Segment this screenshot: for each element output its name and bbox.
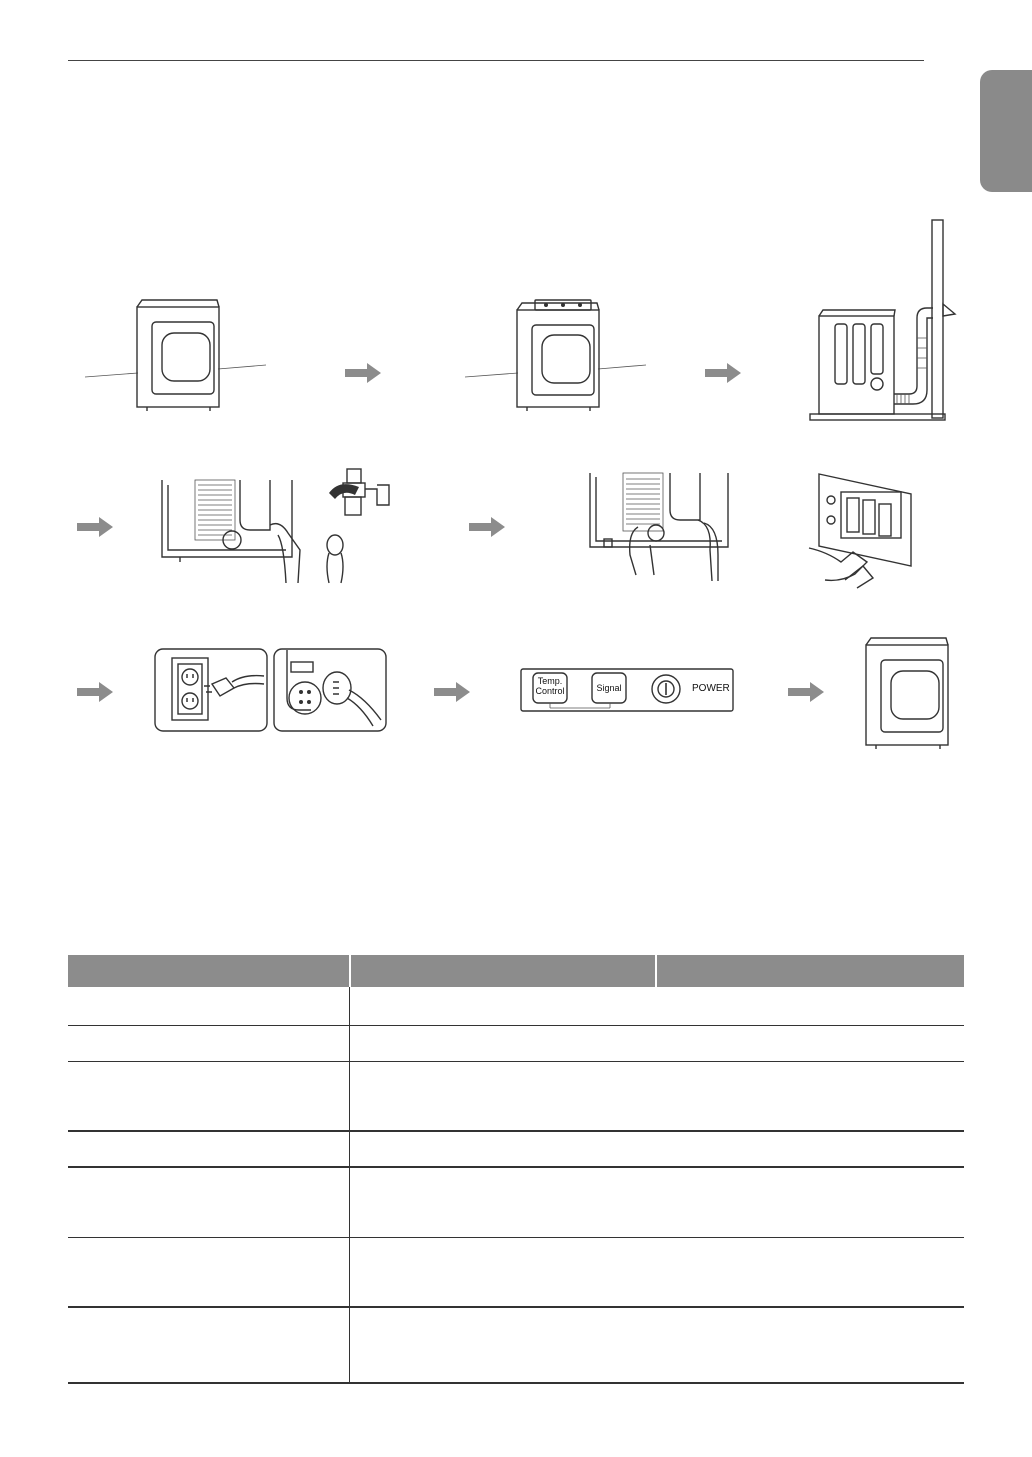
table-header-cell [68, 955, 350, 987]
table-header-cell [350, 955, 657, 987]
table-cell [68, 1167, 350, 1237]
table-row [68, 1167, 964, 1237]
table-row [68, 1307, 964, 1383]
table-cell [68, 987, 350, 1025]
step-arrow-icon [469, 517, 505, 537]
step-arrow-icon [77, 517, 113, 537]
table-cell [68, 1307, 350, 1383]
table-header-row [68, 955, 964, 987]
table-cell [350, 1237, 964, 1307]
wall-outlet-plug-icon [154, 648, 268, 732]
gas-connection-icon [160, 465, 310, 585]
header-rule [68, 60, 924, 61]
table-cell [68, 1061, 350, 1131]
table-cell [350, 1131, 964, 1167]
step-arrow-icon [77, 682, 113, 702]
spec-table [68, 955, 964, 1384]
table-row [68, 1237, 964, 1307]
temp-label-line2: Control [535, 686, 565, 696]
table-row [68, 1131, 964, 1167]
table-cell [68, 1237, 350, 1307]
table-row [68, 1061, 964, 1131]
gas-hose-connection-icon [588, 465, 738, 585]
table-cell [350, 987, 964, 1025]
table-cell [350, 1061, 964, 1131]
table-cell [350, 1307, 964, 1383]
step-arrow-icon [788, 682, 824, 702]
step-arrow-icon [345, 363, 381, 383]
water-hose-icon [315, 465, 395, 585]
signal-button-label: Signal [596, 683, 622, 693]
table-cell [68, 1131, 350, 1167]
terminal-block-icon [805, 470, 915, 590]
step-arrow-icon [434, 682, 470, 702]
temp-label-line1: Temp. [537, 676, 563, 686]
four-prong-receptacle-icon [273, 648, 387, 732]
table-row [68, 987, 964, 1025]
step-arrow-icon [705, 363, 741, 383]
language-side-tab [980, 70, 1032, 192]
power-label: POWER [692, 683, 730, 694]
dryer-finished-icon [862, 635, 954, 750]
table-cell [350, 1167, 964, 1237]
table-row [68, 1025, 964, 1061]
table-cell [350, 1025, 964, 1061]
dryer-front-icon [80, 295, 270, 420]
dryer-vent-duct-icon [805, 218, 965, 423]
table-header-cell [656, 955, 964, 987]
temp-control-button-label [533, 676, 567, 696]
table-cell [68, 1025, 350, 1061]
dryer-top-panel-icon [460, 295, 650, 420]
